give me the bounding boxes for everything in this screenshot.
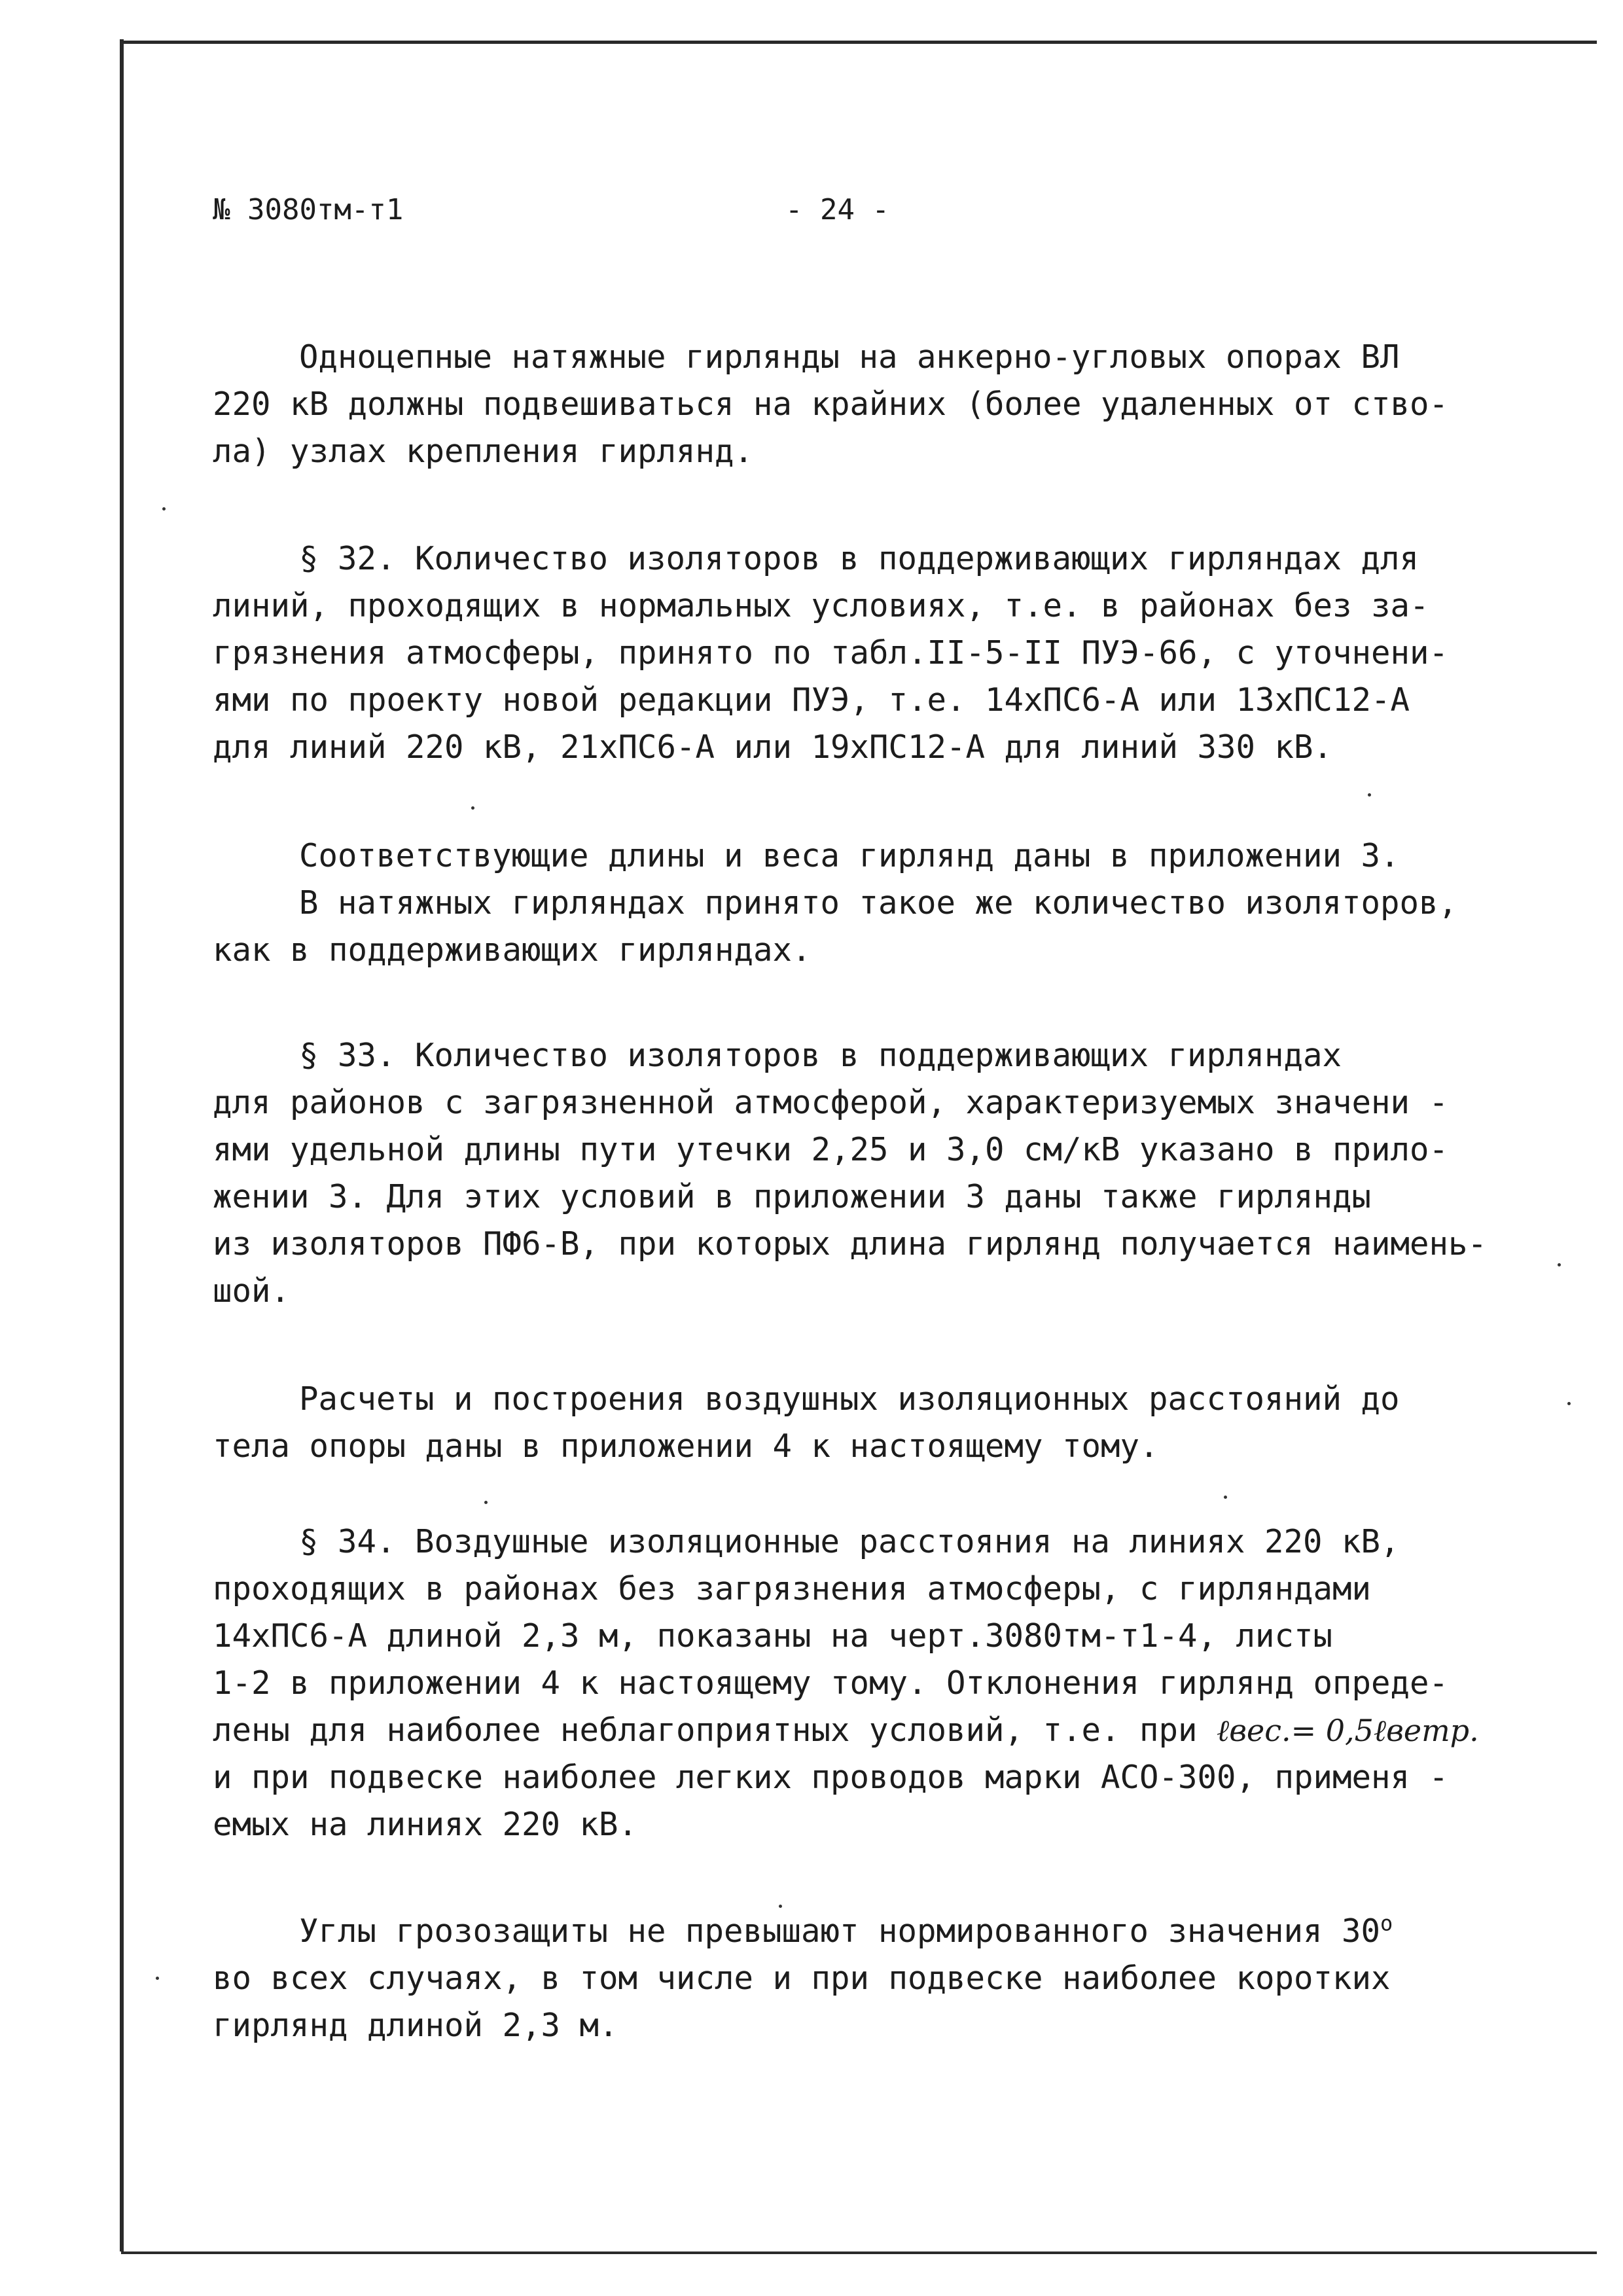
text-line: Одноцепные натяжные гирлянды на анкерно-угловых опорах ВЛ <box>299 338 1400 376</box>
text-line: Соответствующие длины и веса гирлянд даны в приложении 3. <box>299 837 1400 874</box>
paragraph-section-33 <box>213 1032 1554 1315</box>
text-line: и при подвеске наиболее легких проводов марки АСО-300, применя - <box>213 1759 1449 1796</box>
text-line: ями по проекту новой редакции ПУЭ, т.е. 14хПС6-А или 13хПС12-А <box>213 681 1410 719</box>
paragraph-anchor-strings <box>213 334 1554 475</box>
scan-speck <box>1558 1263 1561 1266</box>
text-line: емых на линиях 220 кВ. <box>213 1806 638 1843</box>
text-line: тела опоры даны в приложении 4 к настоящему тому. <box>213 1427 1159 1465</box>
page-frame-bottom <box>121 2251 1597 2254</box>
paragraph-section-34 <box>213 1518 1554 1848</box>
text-line: § 32. Количество изоляторов в поддерживающих гирляндах для <box>299 540 1419 577</box>
text-line: жении 3. Для этих условий в приложении 3 даны также гирлянды <box>213 1178 1372 1215</box>
text-line: ями удельной длины пути утечки 2,25 и 3,0 см/кВ указано в прило- <box>213 1131 1449 1168</box>
handwritten-formula: ℓвес.= 0,5ℓветр. <box>1217 1713 1479 1748</box>
text-line: проходящих в районах без загрязнения атмосферы, с гирляндами <box>213 1570 1372 1607</box>
degree-superscript: о <box>1380 1910 1393 1936</box>
text-line: грязнения атмосферы, принято по табл.II-5-II ПУЭ-66, с уточнени- <box>213 634 1449 672</box>
text-line: Расчеты и построения воздушных изоляционных расстояний до <box>299 1380 1400 1418</box>
text-line-start: Углы грозозащиты не превышают нормированного значения 30 <box>299 1912 1381 1950</box>
text-line: для линий 220 кВ, 21хПС6-А или 19хПС12-А для линий 330 кВ. <box>213 728 1333 766</box>
text-line: шой. <box>213 1272 291 1310</box>
text-line: линий, проходящих в нормальных условиях, т.е. в районах без за- <box>213 587 1429 624</box>
text-line: как в поддерживающих гирляндах. <box>213 931 812 969</box>
text-line: для районов с загрязненной атмосферой, характеризуемых значени - <box>213 1084 1449 1121</box>
text-line: во всех случаях, в том числе и при подвеске наиболее коротких <box>213 1960 1391 1997</box>
scan-speck <box>1567 1402 1571 1405</box>
text-line: 14хПС6-А длиной 2,3 м, показаны на черт.3080тм-т1-4, листы <box>213 1617 1333 1655</box>
text-line: 220 кВ должны подвешиваться на крайних (более удаленных от ство- <box>213 386 1449 423</box>
text-line: В натяжных гирляндах принято такое же количество изоляторов, <box>299 884 1458 922</box>
text-line: гирлянд длиной 2,3 м. <box>213 2007 618 2044</box>
scan-speck <box>484 1501 488 1504</box>
text-line <box>213 1707 1554 1754</box>
page-frame-top <box>121 41 1597 44</box>
page-header <box>0 193 1623 232</box>
text-line: из изоляторов ПФ6-В, при которых длина гирлянд получается наимень- <box>213 1225 1488 1263</box>
document-code: № 3080тм-т1 <box>213 193 404 226</box>
paragraph-string-lengths <box>213 833 1554 974</box>
scan-speck <box>1224 1496 1227 1499</box>
scan-speck <box>162 507 166 511</box>
text-line: ла) узлах крепления гирлянд. <box>213 433 754 470</box>
text-line: § 34. Воздушные изоляционные расстояния на линиях 220 кВ, <box>299 1523 1400 1560</box>
page-number: - 24 - <box>785 193 889 226</box>
scan-speck <box>779 1905 782 1908</box>
page-frame-left <box>120 39 124 2251</box>
text-line <box>213 1908 1554 1955</box>
paragraph-lightning-protection <box>213 1908 1554 2049</box>
scan-speck <box>1368 793 1371 797</box>
text-line: 1-2 в приложении 4 к настоящему тому. Отклонения гирлянд опреде- <box>213 1664 1449 1702</box>
scan-speck <box>156 1977 159 1980</box>
scan-speck <box>471 806 474 810</box>
paragraph-air-clearances-calc <box>213 1376 1554 1470</box>
text-line: § 33. Количество изоляторов в поддерживающих гирляндах <box>299 1037 1342 1074</box>
paragraph-section-32 <box>213 535 1554 771</box>
text-line-start: лены для наиболее неблагоприятных условий, т.е. при <box>213 1712 1198 1749</box>
